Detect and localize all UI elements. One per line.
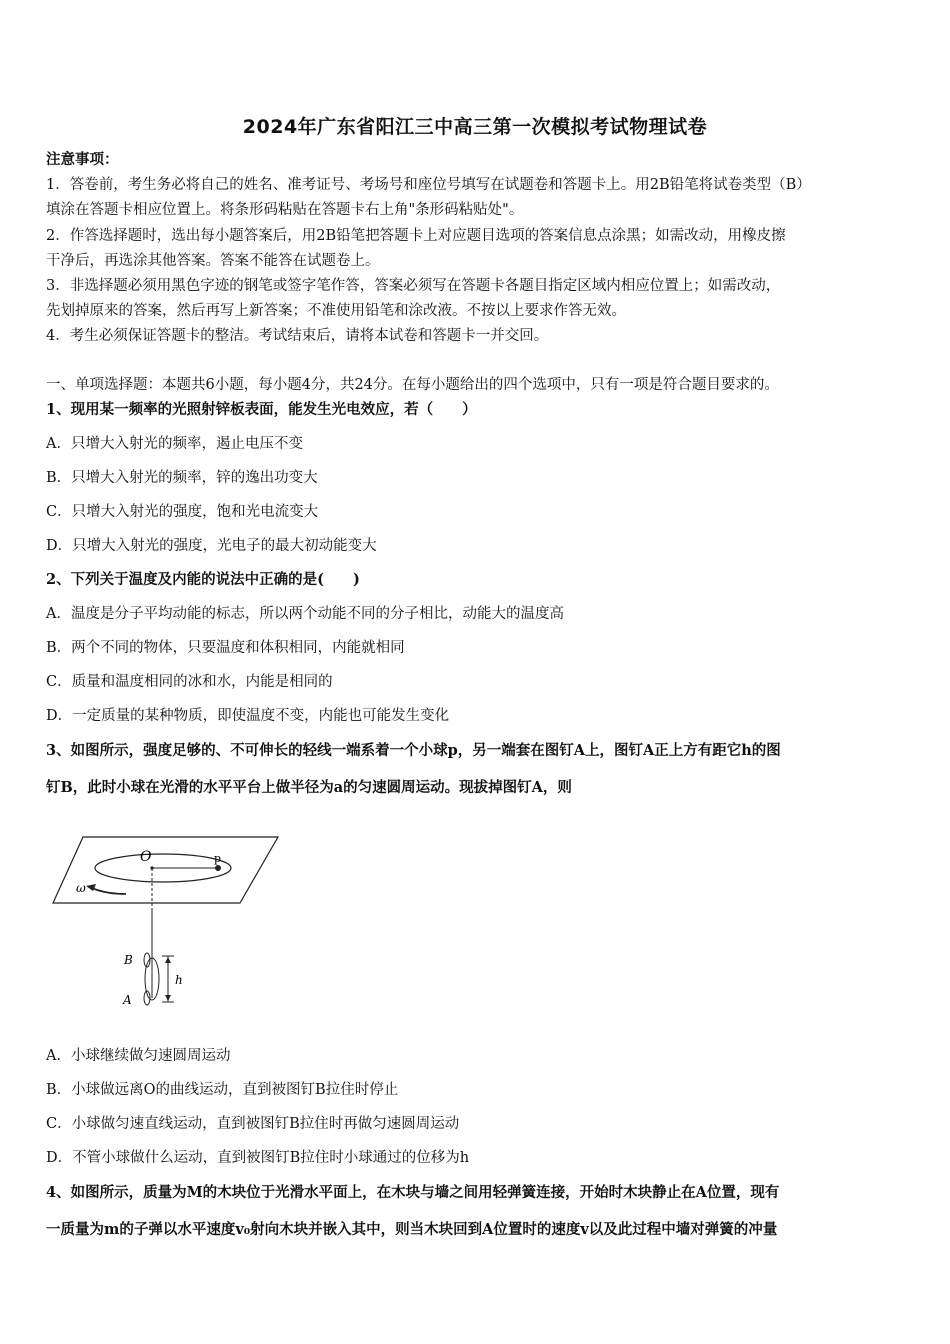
q2-option-c: C．质量和温度相同的冰和水，内能是相同的	[46, 674, 333, 690]
question-4-stem-cont: 一质量为m的子弹以水平速度v₀射向木块并嵌入其中，则当木块回到A位置时的速度v以及此过程中墙对弹簧的冲量	[46, 1221, 778, 1238]
q1-option-a: A．只增大入射光的频率，遏止电压不变	[46, 436, 303, 452]
q3-option-a: A．小球继续做匀速圆周运动	[46, 1048, 231, 1064]
question-1-stem: 1、现用某一频率的光照射锌板表面，能发生光电效应，若（ ）	[46, 401, 477, 418]
ball-p	[215, 865, 221, 871]
label-p: p	[214, 852, 222, 865]
page-title: 2024年广东省阳江三中高三第一次模拟考试物理试卷	[242, 116, 708, 138]
q3-option-b: B．小球做远离O的曲线运动，直到被图钉B拉住时停止	[46, 1082, 399, 1098]
notice-line: 先划掉原来的答案，然后再写上新答案；不准使用铅笔和涂改液。不按以上要求作答无效。	[46, 303, 626, 319]
label-omega: ω	[76, 881, 86, 895]
label-o: O	[140, 849, 152, 865]
q3-option-d: D．不管小球做什么运动，直到被图钉B拉住时小球通过的位移为h	[46, 1150, 470, 1166]
notice-line: 填涂在答题卡相应位置上。将条形码粘贴在答题卡右上角"条形码粘贴处"。	[46, 202, 524, 218]
q1-option-d: D．只增大入射光的强度，光电子的最大初动能变大	[46, 538, 377, 554]
rotation-arrow	[90, 887, 126, 894]
platform	[53, 837, 278, 903]
question-3-stem: 3、如图所示，强度足够的、不可伸长的轻线一端系着一个小球p，另一端套在图钉A上，图钉A正上方有距它h的图	[46, 742, 781, 759]
notice-line: 3．非选择题必须用黑色字迹的钢笔或签字笔作答，答案必须写在答题卡各题目指定区域内相应位置上；如需改动，	[46, 278, 781, 294]
notice-line: 1．答卷前，考生务必将自己的姓名、准考证号、考场号和座位号填写在试题卷和答题卡上。用2B铅笔将试卷类型（B）	[46, 177, 811, 193]
notice-line: 2．作答选择题时，选出每小题答案后，用2B铅笔把答题卡上对应题目选项的答案信息点涂黑；如需改动，用橡皮擦	[46, 228, 786, 244]
h-arrow-top	[165, 957, 171, 963]
notice-heading: 注意事项：	[46, 151, 119, 168]
label-a: A	[123, 993, 132, 1007]
q1-option-b: B．只增大入射光的频率，锌的逸出功变大	[46, 470, 318, 486]
label-h: h	[175, 973, 183, 987]
notice-line: 干净后，再选涂其他答案。答案不能答在试题卷上。	[46, 253, 380, 269]
q2-option-a: A．温度是分子平均动能的标志，所以两个动能不同的分子相比，动能大的温度高	[46, 606, 564, 622]
q3-figure	[46, 820, 286, 1020]
q3-option-c: C．小球做匀速直线运动，直到被图钉B拉住时再做匀速圆周运动	[46, 1116, 460, 1132]
notice-line: 4．考生必须保证答题卡的整洁。考试结束后，请将本试卷和答题卡一并交回。	[46, 328, 549, 344]
question-3-stem-cont: 钉B，此时小球在光滑的水平平台上做半径为a的匀速圆周运动。现拔掉图钉A，则	[46, 779, 572, 796]
label-b: B	[124, 953, 133, 967]
question-4-stem: 4、如图所示，质量为M的木块位于光滑水平面上，在木块与墙之间用轻弹簧连接，开始时木块静止在A位置，现有	[46, 1184, 780, 1201]
section-heading: 一、单项选择题：本题共6小题，每小题4分，共24分。在每小题给出的四个选项中，只有一项是符合题目要求的。	[46, 377, 779, 393]
question-2-stem: 2、下列关于温度及内能的说法中正确的是( )	[46, 571, 360, 588]
h-arrow-bottom	[165, 995, 171, 1001]
q1-option-c: C．只增大入射光的强度，饱和光电流变大	[46, 504, 319, 520]
q2-option-d: D．一定质量的某种物质，即使温度不变，内能也可能发生变化	[46, 708, 450, 724]
q2-option-b: B．两个不同的物体，只要温度和体积相同，内能就相同	[46, 640, 405, 656]
